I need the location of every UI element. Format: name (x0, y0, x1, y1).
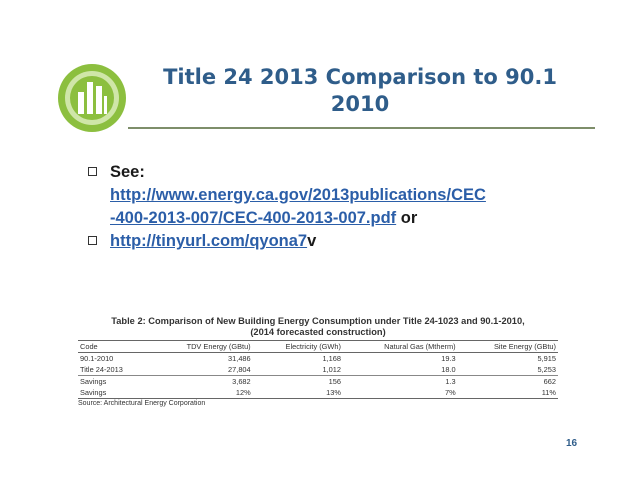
title-line-1: Title 24 2013 Comparison to 90.1 (163, 65, 557, 89)
cell: 5,915 (537, 354, 556, 363)
comparison-table (78, 340, 558, 399)
header-natural-gas: Natural Gas (Mtherm) (343, 341, 458, 353)
bullet-suffix-or: or (396, 209, 418, 227)
energy-ca-gov-link-part2[interactable]: -400-2013-007/CEC-400-2013-007.pdf (110, 209, 397, 227)
bullet-suffix-v: v (307, 232, 317, 250)
header-code: Code (78, 341, 149, 353)
table-header-row (78, 341, 558, 353)
header-tdv-energy: TDV Energy (GBtu) (149, 341, 252, 353)
tinyurl-link[interactable]: http://tinyurl.com/qyona7 (110, 232, 308, 250)
cell: 5,253 (537, 365, 556, 374)
checkbox-bullet-icon (88, 167, 97, 176)
header-electricity: Electricity (GWh) (253, 341, 343, 353)
cell: 31,486 (228, 354, 251, 363)
slide-title (150, 64, 570, 118)
cell: Title 24-2013 (80, 365, 123, 374)
table-row (78, 353, 558, 365)
title-divider (128, 127, 595, 129)
cell: 7% (343, 387, 458, 399)
page-number: 16 (566, 438, 578, 449)
cell: 1.3 (343, 376, 458, 388)
green-building-logo (56, 62, 128, 134)
cell: 662 (458, 376, 558, 388)
table-source: Source: Architectural Energy Corporation (78, 400, 206, 407)
cell: 156 (253, 376, 343, 388)
cell: 27,804 (228, 365, 251, 374)
table-row (78, 364, 558, 376)
table-title-line-2: (2014 forecasted construction) (250, 327, 386, 337)
title-line-2: 2010 (330, 92, 390, 116)
comparison-table-figure (78, 316, 558, 407)
cell: Savings (78, 387, 149, 399)
cell: 1,012 (322, 365, 341, 374)
energy-ca-gov-link-part1[interactable]: http://www.energy.ca.gov/2013publications/CEC (110, 186, 486, 204)
header-site-energy: Site Energy (GBtu) (458, 341, 558, 353)
bullet-list (88, 161, 568, 253)
bullet-item-tinyurl (88, 230, 568, 253)
cell: 19.3 (441, 354, 456, 363)
cell: 11% (458, 387, 558, 399)
table-title (78, 316, 558, 338)
cell: 13% (253, 387, 343, 399)
table-title-line-1: Table 2: Comparison of New Building Energy Consumption under Title 24-1023 and 90.1-2010, (111, 316, 525, 326)
cell: Savings (78, 376, 149, 388)
table-row (78, 376, 558, 388)
table-row (78, 387, 558, 399)
bullet-item-see (88, 161, 568, 230)
cell: 90.1-2010 (80, 354, 114, 363)
cell: 1,168 (322, 354, 341, 363)
cell: 18.0 (441, 365, 456, 374)
cell: 12% (149, 387, 252, 399)
checkbox-bullet-icon (88, 236, 97, 245)
cell: 3,682 (149, 376, 252, 388)
bullet-label-see: See: (110, 163, 145, 181)
